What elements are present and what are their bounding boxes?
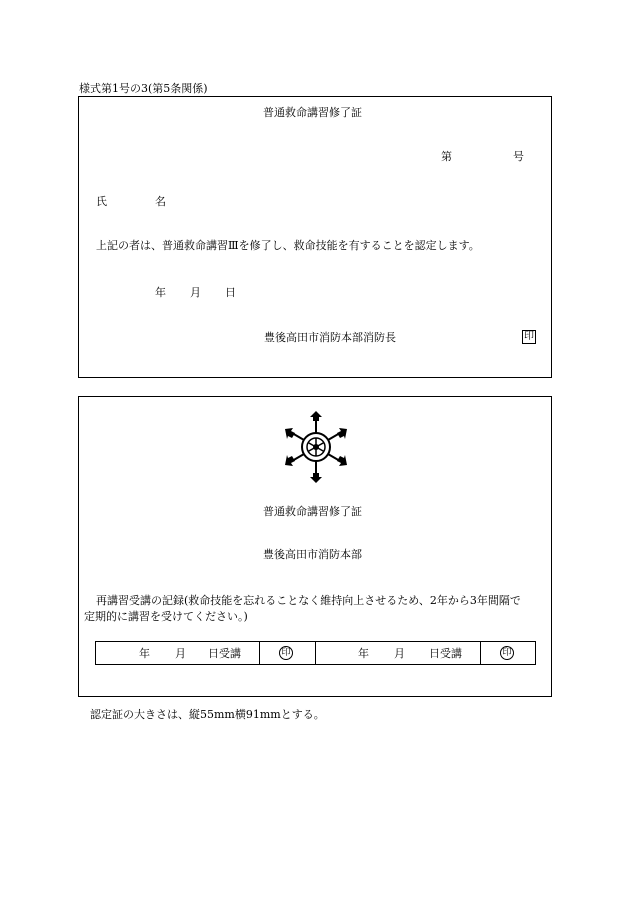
record-1-year: 年 [139, 647, 150, 660]
name-label-2: 名 [155, 195, 166, 208]
fire-department-emblem-icon [283, 410, 349, 484]
record-2-seal: 印 [500, 646, 514, 660]
record-1-month: 月 [175, 647, 186, 660]
record-2-day: 日受講 [429, 647, 462, 660]
front-title: 普通救命講習修了証 [263, 106, 362, 119]
name-label-1: 氏 [96, 195, 107, 208]
record-instructions-line2: 定期的に講習を受けてください。) [84, 610, 248, 623]
department-name: 豊後高田市消防本部 [263, 548, 362, 561]
certification-statement: 上記の者は、普通救命講習Ⅲを修了し、救命技能を有することを認定します。 [96, 239, 480, 252]
record-1-seal: 印 [279, 646, 293, 660]
form-header: 様式第1号の3(第5条関係) [79, 82, 208, 95]
retraining-record-table [95, 641, 536, 665]
record-instructions-line1: 再講習受講の記録(救命技能を忘れることなく維持向上させるため、2年から3年間隔で [96, 594, 521, 607]
date-month: 月 [190, 286, 201, 299]
number-suffix: 号 [513, 150, 524, 163]
back-title: 普通救命講習修了証 [263, 505, 362, 518]
issuer: 豊後高田市消防本部消防長 [264, 331, 396, 344]
record-2-month: 月 [394, 647, 405, 660]
record-2-year: 年 [358, 647, 369, 660]
record-1-day: 日受講 [208, 647, 241, 660]
certificate-front [78, 96, 552, 378]
seal-stamp: 印 [524, 331, 534, 342]
date-year: 年 [155, 286, 166, 299]
number-prefix: 第 [441, 150, 452, 163]
date-day: 日 [225, 286, 236, 299]
size-footnote: 認定証の大きさは、縦55mm横91mmとする。 [90, 708, 325, 721]
